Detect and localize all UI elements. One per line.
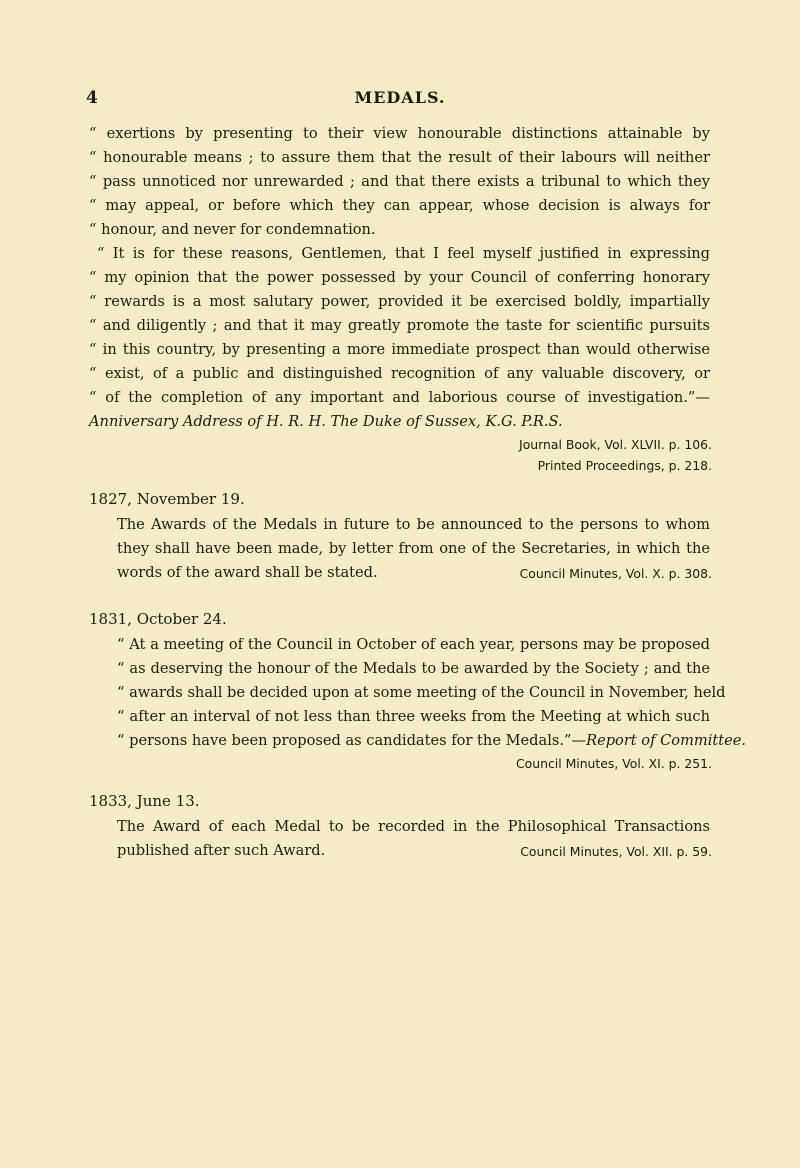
entry-line: The Award of each Medal to be recorded in the Philosophical Transactions	[117, 818, 710, 835]
entry-line-italic: Report of Committee.	[586, 732, 747, 749]
citation: Council Minutes, Vol. XI. p. 251.	[516, 756, 712, 771]
quote-line: “ rewards is a most salutary power, provided it be exercised boldly, impartially	[89, 293, 710, 310]
page-header	[0, 88, 800, 112]
quote-line: “ pass unnoticed nor unrewarded ; and that there exists a tribunal to which they	[89, 173, 710, 190]
entry-line: “ after an interval of not less than three weeks from the Meeting at which such	[117, 708, 710, 725]
quote-line: “ exist, of a public and distinguished recognition of any valuable discovery, or	[89, 365, 710, 382]
quote-line: “ my opinion that the power possessed by your Council of conferring honorary	[89, 269, 710, 286]
entry-line: words of the award shall be stated.	[117, 564, 378, 581]
entry-line: published after such Award.	[117, 842, 326, 859]
citation: Journal Book, Vol. XLVII. p. 106.	[519, 437, 712, 452]
citation: Council Minutes, Vol. XII. p. 59.	[520, 844, 712, 859]
entry-line: The Awards of the Medals in future to be announced to the persons to whom	[117, 516, 710, 533]
entry-line	[117, 731, 746, 751]
entry-date: 1827, November 19.	[89, 490, 245, 508]
quote-line: “ may appeal, or before which they can appear, whose decision is always for	[89, 197, 710, 214]
citation: Printed Proceedings, p. 218.	[537, 458, 712, 473]
entry-line: “ At a meeting of the Council in October of each year, persons may be proposed	[117, 636, 710, 653]
entry-line-text: “ persons have been proposed as candidates for the Medals.”—	[117, 732, 587, 749]
entry-line: “ awards shall be decided upon at some meeting of the Council in November, held	[117, 684, 726, 701]
quote-attribution: Anniversary Address of H. R. H. The Duke of Sussex, K.G. P.R.S.	[89, 413, 563, 430]
running-head: MEDALS.	[354, 88, 446, 107]
entry-date: 1831, October 24.	[89, 610, 227, 628]
quote-line: “ and diligently ; and that it may greatly promote the taste for scientific pursuits	[89, 317, 710, 334]
quote-line: “ exertions by presenting to their view honourable distinctions attainable by	[89, 125, 710, 142]
page-number: 4	[86, 88, 98, 108]
citation: Council Minutes, Vol. X. p. 308.	[519, 566, 712, 581]
quote-line: “ in this country, by presenting a more immediate prospect than would otherwise	[89, 341, 710, 358]
quote-line: “ It is for these reasons, Gentlemen, that I feel myself justified in expressing	[97, 245, 710, 262]
quote-line: “ of the completion of any important and laborious course of investigation.”—	[89, 389, 710, 406]
quote-line: “ honour, and never for condemnation.	[89, 221, 376, 238]
entry-line: “ as deserving the honour of the Medals to be awarded by the Society ; and the	[117, 660, 710, 677]
entry-date: 1833, June 13.	[89, 792, 200, 810]
quote-line: “ honourable means ; to assure them that the result of their labours will neither	[89, 149, 710, 166]
entry-line: they shall have been made, by letter from one of the Secretaries, in which the	[117, 540, 710, 557]
